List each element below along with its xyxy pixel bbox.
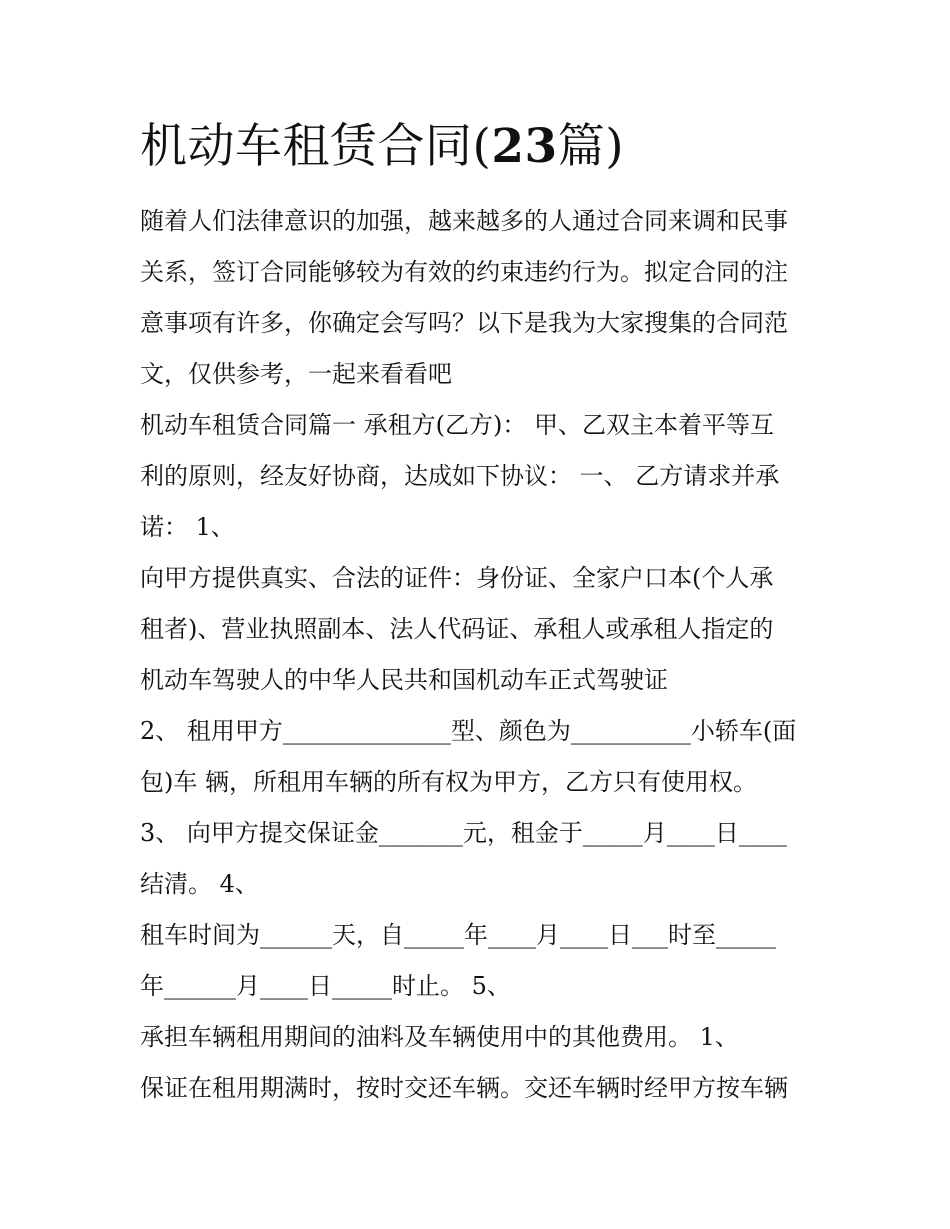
text-line-18: 保证在租用期满时，按时交还车辆。交还车辆时经甲方按车辆	[140, 1074, 788, 1102]
text-line-11: 2、 租用甲方______________型、颜色为__________小轿车(面	[140, 717, 797, 745]
title-main: 机动车租赁合同(	[140, 119, 492, 174]
document-title	[140, 114, 624, 180]
text-line-4: 文，仅供参考，一起来看看吧	[140, 360, 452, 388]
text-line-16: 年______月____日_____时止。 5、	[140, 972, 511, 1000]
text-line-10: 机动车驾驶人的中华人民共和国机动车正式驾驶证	[140, 666, 668, 694]
text-line-17: 承担车辆租用期间的油料及车辆使用中的其他费用。 1、	[140, 1023, 739, 1051]
text-line-6: 利的原则，经友好协商，达成如下协议： 一、 乙方请求并承	[140, 462, 780, 490]
text-line-14: 结清。 4、	[140, 870, 259, 898]
title-end: 篇)	[557, 119, 625, 174]
text-line-15: 租车时间为______天，自_____年____月____日___时至_____	[140, 921, 776, 949]
title-number: 23	[491, 119, 558, 174]
text-line-2: 关系，签订合同能够较为有效的约束违约行为。拟定合同的注	[140, 258, 788, 286]
text-line-13: 3、 向甲方提交保证金_______元，租金于_____月____日____	[140, 819, 787, 847]
text-line-8: 向甲方提供真实、合法的证件：身份证、全家户口本(个人承	[140, 564, 774, 592]
text-line-1: 随着人们法律意识的加强，越来越多的人通过合同来调和民事	[140, 207, 788, 235]
text-line-5: 机动车租赁合同篇一 承租方(乙方)： 甲、乙双主本着平等互	[140, 411, 774, 439]
text-line-7: 诺： 1、	[140, 513, 235, 541]
text-line-9: 租者)、营业执照副本、法人代码证、承租人或承租人指定的	[140, 615, 774, 643]
text-line-3: 意事项有许多，你确定会写吗？以下是我为大家搜集的合同范	[140, 309, 788, 337]
text-line-12: 包)车 辆，所租用车辆的所有权为甲方，乙方只有使用权。	[140, 768, 757, 796]
